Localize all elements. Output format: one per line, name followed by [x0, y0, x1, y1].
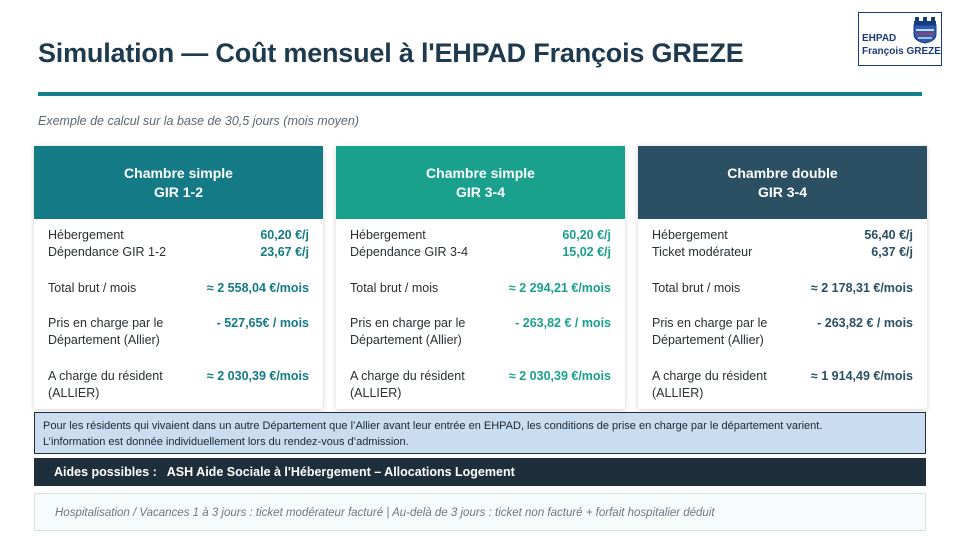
card-title: Chambre simple: [124, 164, 233, 181]
fee-label: Dépendance GIR 1-2: [48, 245, 167, 259]
card-body: [34, 219, 323, 409]
fee-label: Ticket modérateur: [652, 245, 753, 259]
department-value: - 263,82 € / mois: [515, 316, 611, 330]
info-box-other-department: [34, 412, 926, 454]
calculation-note: Exemple de calcul sur la base de 30,5 jours (mois moyen): [38, 114, 359, 128]
logo-line-1: EHPAD: [862, 33, 897, 44]
department-label-line2: Département (Allier): [48, 333, 160, 347]
resident-label-line1: A charge du résident: [350, 369, 465, 383]
resident-label-line2: (ALLIER): [350, 386, 402, 400]
total-label: Total brut / mois: [652, 281, 741, 295]
department-row: [350, 315, 611, 349]
total-value: ≈ 2 558,04 €/mois: [206, 281, 309, 295]
card-chambre-double-gir-3-4: [638, 146, 927, 409]
logo-text: [862, 32, 941, 58]
fee-row-hebergement: [652, 227, 913, 244]
fee-value: 23,67 €/j: [260, 245, 309, 259]
total-label: Total brut / mois: [350, 281, 439, 295]
fee-row-ticket: [652, 244, 913, 261]
resident-label: [350, 368, 465, 402]
department-label: [48, 315, 163, 349]
resident-row: [48, 368, 309, 402]
resident-label-line1: A charge du résident: [48, 369, 163, 383]
department-label-line1: Pris en charge par le: [652, 316, 768, 330]
fee-value: 60,20 €/j: [562, 228, 611, 242]
card-gir: GIR 3-4: [455, 183, 505, 200]
card-header: [336, 146, 625, 219]
card-body: [336, 219, 625, 409]
fee-label: Dépendance GIR 3-4: [350, 245, 469, 259]
department-label-line1: Pris en charge par le: [48, 316, 164, 330]
department-label: [350, 315, 465, 349]
resident-label: [48, 368, 163, 402]
total-row: [350, 280, 611, 297]
department-label: [652, 315, 767, 349]
resident-value: ≈ 2 030,39 €/mois: [508, 369, 611, 383]
aides-banner: [34, 458, 926, 486]
aides-value: ASH Aide Sociale à l'Hébergement – Allocations Logement: [166, 465, 515, 479]
total-value: ≈ 2 178,31 €/mois: [810, 281, 913, 295]
card-chambre-simple-gir-1-2: [34, 146, 323, 409]
department-value: - 263,82 € / mois: [817, 316, 913, 330]
fee-label: Hébergement: [48, 228, 124, 242]
resident-value: ≈ 2 030,39 €/mois: [206, 369, 309, 383]
card-gir: GIR 3-4: [757, 183, 807, 200]
total-row: [48, 280, 309, 297]
fee-value: 56,40 €/j: [864, 228, 913, 242]
fee-row-hebergement: [48, 227, 309, 244]
department-row: [48, 315, 309, 349]
card-gir: GIR 1-2: [153, 183, 203, 200]
logo-line-2: François GREZE: [862, 46, 941, 57]
fee-value: 15,02 €/j: [562, 245, 611, 259]
fee-row-hebergement: [350, 227, 611, 244]
card-header: [34, 146, 323, 219]
total-value: ≈ 2 294,21 €/mois: [508, 281, 611, 295]
page-title: Simulation — Coût mensuel à l'EHPAD François GREZE: [38, 38, 744, 68]
department-label-line2: Département (Allier): [652, 333, 764, 347]
title-divider: [38, 92, 922, 96]
card-title: Chambre simple: [426, 164, 535, 181]
info-line-2: L’information est donnée individuellement lors du rendez-vous d’admission.: [43, 436, 409, 448]
total-row: [652, 280, 913, 297]
fee-row-dependance: [350, 244, 611, 261]
fee-value: 6,37 €/j: [871, 245, 913, 259]
card-chambre-simple-gir-3-4: [336, 146, 625, 409]
fee-value: 60,20 €/j: [260, 228, 309, 242]
resident-value: ≈ 1 914,49 €/mois: [810, 369, 913, 383]
aides-label: Aides possibles :: [54, 465, 157, 479]
hospitalisation-note: Hospitalisation / Vacances 1 à 3 jours : ticket modérateur facturé | Au-delà de 3 jours : ticket non facturé + forfait hospitalier déduit: [34, 493, 926, 531]
resident-label-line2: (ALLIER): [48, 386, 100, 400]
info-line-1: Pour les résidents qui vivaient dans un autre Département que l’Allier avant leur entrée en EHPAD, les conditions de prise en charge par le département varient.: [43, 420, 823, 432]
fee-label: Hébergement: [652, 228, 728, 242]
resident-label-line2: (ALLIER): [652, 386, 704, 400]
card-title: Chambre double: [727, 164, 838, 181]
resident-row: [350, 368, 611, 402]
department-label-line1: Pris en charge par le: [350, 316, 466, 330]
resident-row: [652, 368, 913, 402]
department-value: - 527,65€ / mois: [216, 316, 309, 330]
card-body: [638, 219, 927, 409]
department-label-line2: Département (Allier): [350, 333, 462, 347]
total-label: Total brut / mois: [48, 281, 137, 295]
resident-label: [652, 368, 767, 402]
fee-row-dependance: [48, 244, 309, 261]
resident-label-line1: A charge du résident: [652, 369, 767, 383]
ehpad-logo: [858, 12, 942, 66]
fee-label: Hébergement: [350, 228, 426, 242]
department-row: [652, 315, 913, 349]
card-header: [638, 146, 927, 219]
